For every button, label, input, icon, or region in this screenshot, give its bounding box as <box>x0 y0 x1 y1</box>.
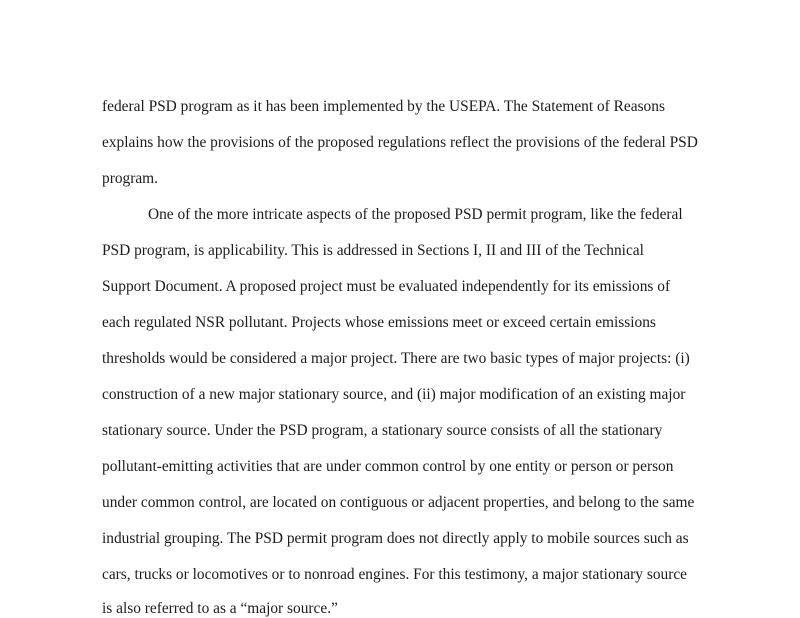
text-line-15: is also referred to as a “major source.” <box>102 600 338 617</box>
text-line-3: program. <box>102 170 158 187</box>
text-line-10: stationary source. Under the PSD program, a stationary source consists of all the stationary <box>102 422 663 439</box>
text-line-1: federal PSD program as it has been implemented by the USEPA. The Statement of Reasons <box>102 98 665 115</box>
text-line-7: each regulated NSR pollutant. Projects whose emissions meet or exceed certain emissions <box>102 314 656 331</box>
text-line-8: thresholds would be considered a major project. There are two basic types of major projects: (i) <box>102 350 690 367</box>
text-line-2: explains how the provisions of the proposed regulations reflect the provisions of the federal PSD <box>102 134 698 151</box>
text-line-13: industrial grouping. The PSD permit program does not directly apply to mobile sources such as <box>102 530 689 547</box>
text-line-12: under common control, are located on contiguous or adjacent properties, and belong to the same <box>102 494 695 511</box>
text-line-9: construction of a new major stationary source, and (ii) major modification of an existing major <box>102 386 686 403</box>
text-line-6: Support Document. A proposed project must be evaluated independently for its emissions of <box>102 278 671 295</box>
text-line-11: pollutant-emitting activities that are under common control by one entity or person or person <box>102 458 674 475</box>
text-line-5: PSD program, is applicability. This is addressed in Sections I, II and III of the Technical <box>102 242 644 259</box>
paragraph-2-first-line: One of the more intricate aspects of the proposed PSD permit program, like the federal <box>148 206 683 223</box>
text-line-14: cars, trucks or locomotives or to nonroad engines. For this testimony, a major stationary source <box>102 566 688 583</box>
